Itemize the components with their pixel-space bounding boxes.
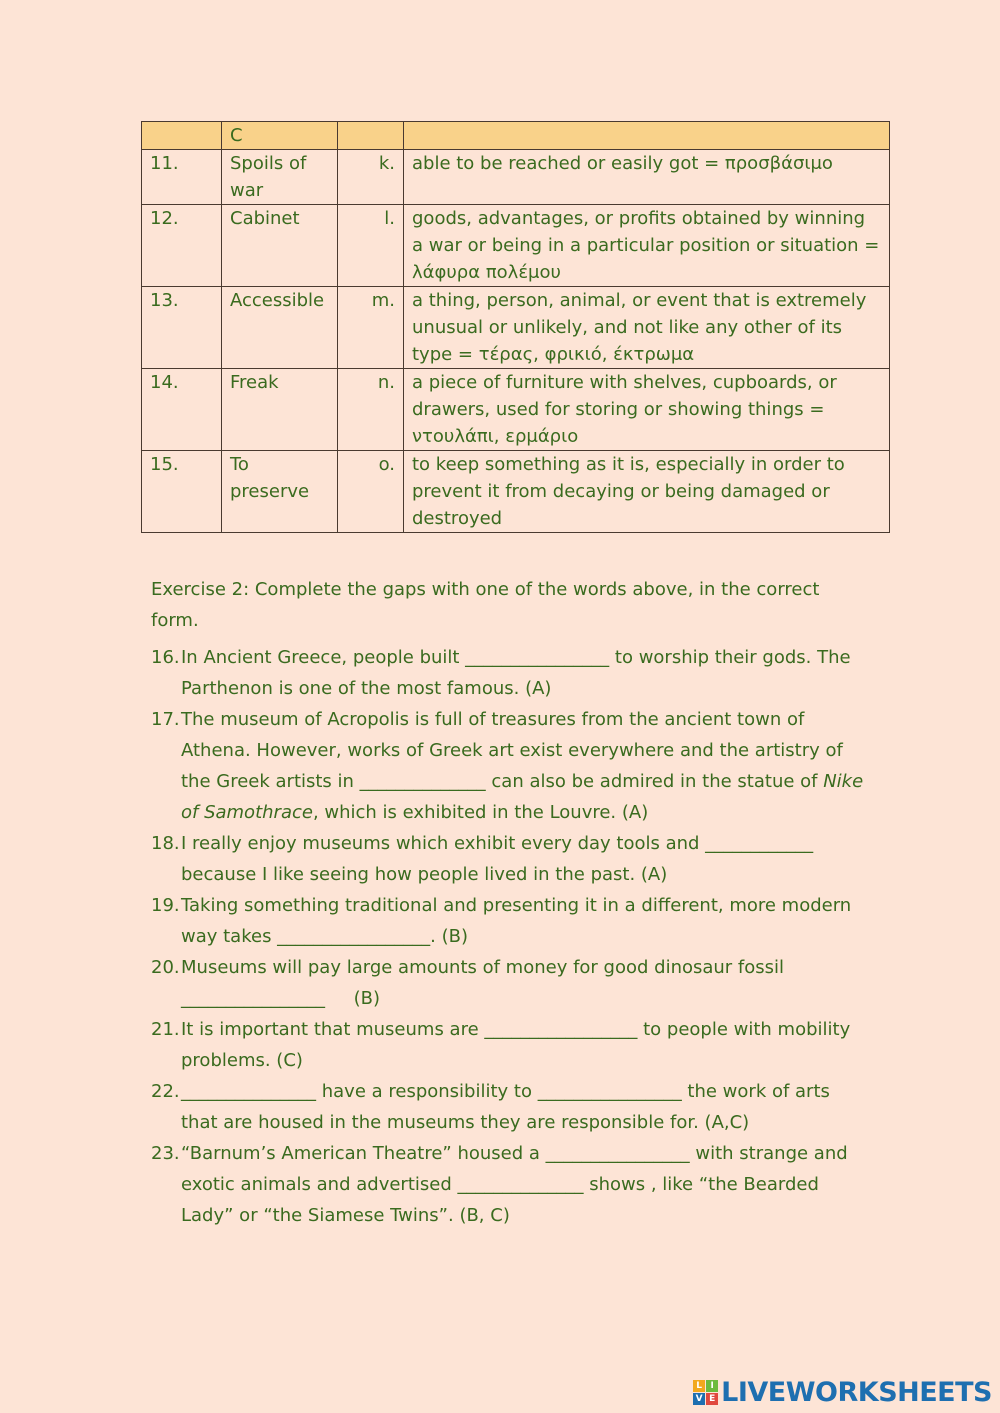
question-item: [151, 828, 871, 890]
header-cell: [142, 122, 222, 150]
question-text-part: , which is exhibited in the Louvre. (A): [312, 802, 649, 823]
row-definition: a piece of furniture with shelves, cupboards, or drawers, used for storing or showing things = ντουλάπι, ερμάριο: [404, 369, 890, 451]
question-item: [151, 704, 871, 828]
table-header-row: [142, 122, 890, 150]
logo-mark-letter: I: [706, 1380, 718, 1392]
row-letter: n.: [338, 369, 404, 451]
vocabulary-table: [141, 121, 890, 533]
row-number: 13.: [142, 287, 222, 369]
table-row: [142, 287, 890, 369]
table-row: [142, 451, 890, 533]
row-definition: able to be reached or easily got = προσβάσιμο: [404, 150, 890, 205]
question-text: I really enjoy museums which exhibit every day tools and ____________ because I like seeing how people lived in the past. (A): [181, 833, 814, 885]
artwork-title: Nike of Samothrace: [181, 771, 864, 823]
logo-text: LIVEWORKSHEETS: [721, 1376, 992, 1408]
row-definition: goods, advantages, or profits obtained by winning a war or being in a particular position or situation = λάφυρα πολέμου: [404, 205, 890, 287]
row-term: To preserve: [222, 451, 338, 533]
question-number: 18.: [151, 833, 180, 854]
question-item: [151, 890, 871, 952]
row-term: Accessible: [222, 287, 338, 369]
question-text: [181, 704, 871, 828]
header-cell: [338, 122, 404, 150]
question-text: In Ancient Greece, people built ________________ to worship their gods. The Parthenon is one of the most famous. (A): [181, 647, 851, 699]
header-cell: C: [222, 122, 338, 150]
liveworksheets-logo[interactable]: [693, 1374, 992, 1410]
logo-mark-letter: E: [706, 1393, 718, 1405]
row-letter: l.: [338, 205, 404, 287]
table-row: [142, 205, 890, 287]
row-number: 14.: [142, 369, 222, 451]
question-list: [151, 642, 871, 1231]
question-text: It is important that museums are _________________ to people with mobility problems. (C): [181, 1019, 851, 1071]
question-number: 21.: [151, 1019, 180, 1040]
question-item: [151, 1138, 871, 1231]
logo-mark-icon: [693, 1380, 718, 1405]
question-item: [151, 1014, 871, 1076]
question-number: 17.: [151, 709, 180, 730]
question-text: _______________ have a responsibility to ________________ the work of arts that are housed in the museums they are responsible for. (A,C): [181, 1081, 830, 1133]
question-number: 23.: [151, 1143, 180, 1164]
row-number: 11.: [142, 150, 222, 205]
row-term: Spoils of war: [222, 150, 338, 205]
question-text: “Barnum’s American Theatre” housed a ________________ with strange and exotic animals and advertised ______________ shows , like “the Bearded Lady” or “the Siamese Twins”. (B, C): [181, 1143, 848, 1226]
question-number: 16.: [151, 647, 180, 668]
header-cell: [404, 122, 890, 150]
question-number: 19.: [151, 895, 180, 916]
question-item: [151, 642, 871, 704]
table-row: [142, 369, 890, 451]
table-row: [142, 150, 890, 205]
question-item: [151, 1076, 871, 1138]
row-definition: to keep something as it is, especially in order to prevent it from decaying or being damaged or destroyed: [404, 451, 890, 533]
question-text-part: The museum of Acropolis is full of treasures from the ancient town of Athena. However, works of Greek art exist everywhere and the artistry of the Greek artists in ______________ can also be admired in the statue of: [181, 709, 843, 792]
row-number: 12.: [142, 205, 222, 287]
row-term: Freak: [222, 369, 338, 451]
question-text: Taking something traditional and presenting it in a different, more modern way takes _________________. (B): [181, 895, 852, 947]
row-definition: a thing, person, animal, or event that is extremely unusual or unlikely, and not like any other of its type = τέρας, φρικιό, έκτρωμα: [404, 287, 890, 369]
exercise-title: Exercise 2: Complete the gaps with one of the words above, in the correct form.: [151, 579, 820, 631]
row-term: Cabinet: [222, 205, 338, 287]
question-number: 20.: [151, 957, 180, 978]
row-letter: m.: [338, 287, 404, 369]
question-text: Museums will pay large amounts of money for good dinosaur fossil ________________ (B): [181, 957, 790, 1009]
question-number: 22.: [151, 1081, 180, 1102]
row-letter: o.: [338, 451, 404, 533]
row-letter: k.: [338, 150, 404, 205]
logo-mark-letter: L: [693, 1380, 705, 1392]
question-item: [151, 952, 871, 1014]
exercise-section: [151, 574, 871, 1231]
row-number: 15.: [142, 451, 222, 533]
logo-mark-letter: V: [693, 1393, 705, 1405]
